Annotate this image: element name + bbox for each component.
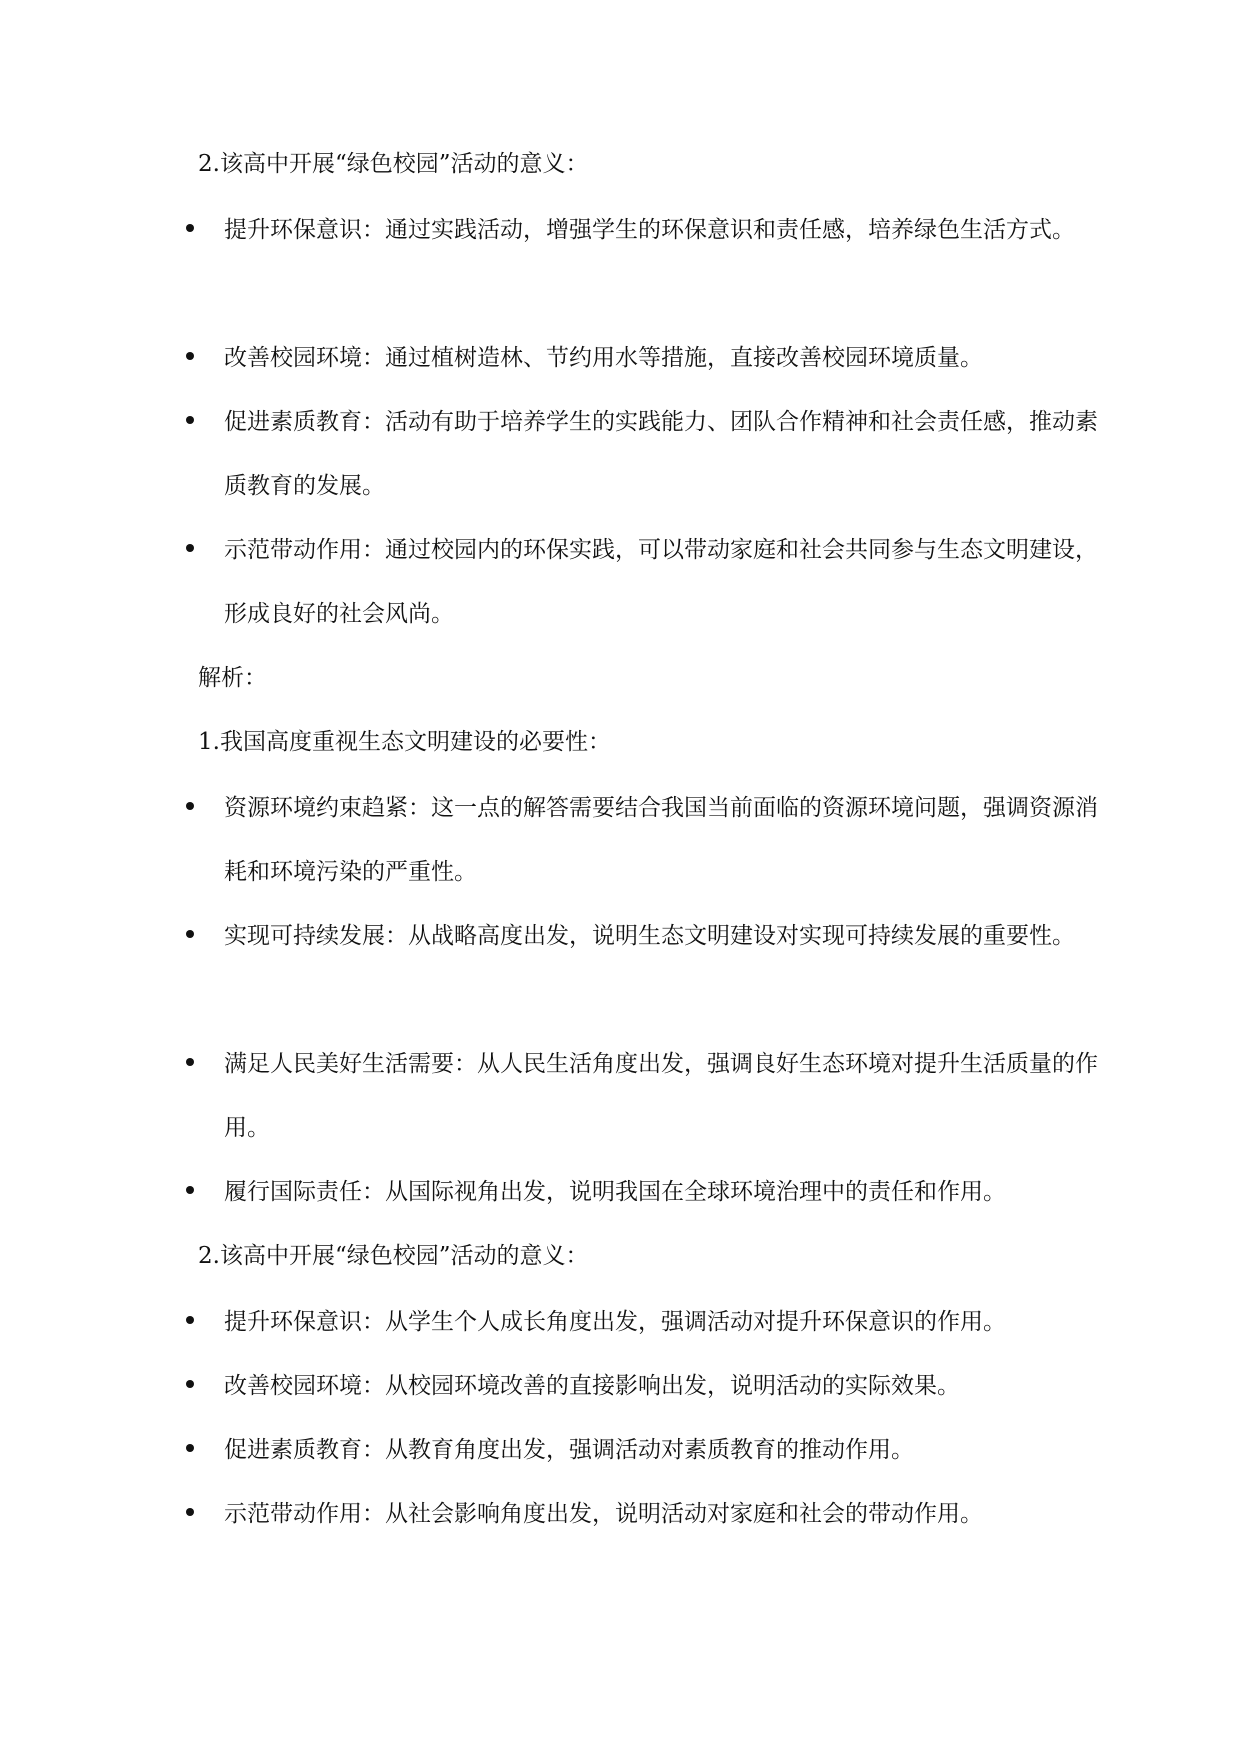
list-item-text: 提升环保意识：从学生个人成长角度出发，强调活动对提升环保意识的作用。: [224, 1309, 1006, 1335]
bullet-icon: [186, 802, 194, 810]
list-item-text: 改善校园环境：通过植树造林、节约用水等措施，直接改善校园环境质量。: [224, 345, 983, 371]
list-item-text: 满足人民美好生活需要：从人民生活角度出发，强调良好生态环境对提升生活质量的作用。: [224, 1051, 1098, 1141]
bullet-icon: [186, 1380, 194, 1388]
bullet-icon: [186, 1444, 194, 1452]
bullet-icon: [186, 930, 194, 938]
list-item-text: 促进素质教育：活动有助于培养学生的实践能力、团队合作精神和社会责任感，推动素质教育的发展。: [224, 409, 1098, 499]
list-item-text: 促进素质教育：从教育角度出发，强调活动对素质教育的推动作用。: [224, 1437, 914, 1463]
list-item-text: 实现可持续发展：从战略高度出发，说明生态文明建设对实现可持续发展的重要性。: [224, 923, 1075, 949]
section-heading: 2.该高中开展“绿色校园”活动的意义：: [198, 1243, 589, 1269]
bullet-icon: [186, 1316, 194, 1324]
bullet-icon: [186, 352, 194, 360]
bullet-icon: [186, 224, 194, 232]
list-item-text: 资源环境约束趋紧：这一点的解答需要结合我国当前面临的资源环境问题，强调资源消耗和环境污染的严重性。: [224, 795, 1098, 885]
section-heading: 2.该高中开展“绿色校园”活动的意义：: [198, 151, 589, 177]
bullet-icon: [186, 1508, 194, 1516]
bullet-icon: [186, 1186, 194, 1194]
bullet-icon: [186, 1058, 194, 1066]
section-heading: 1.我国高度重视生态文明建设的必要性：: [198, 729, 611, 755]
analysis-label: 解析：: [198, 665, 267, 691]
bullet-icon: [186, 416, 194, 424]
bullet-icon: [186, 544, 194, 552]
list-item-text: 示范带动作用：通过校园内的环保实践，可以带动家庭和社会共同参与生态文明建设，形成良好的社会风尚。: [224, 537, 1098, 627]
list-item-text: 示范带动作用：从社会影响角度出发，说明活动对家庭和社会的带动作用。: [224, 1501, 983, 1527]
list-item-text: 提升环保意识：通过实践活动，增强学生的环保意识和责任感，培养绿色生活方式。: [224, 217, 1075, 243]
list-item-text: 履行国际责任：从国际视角出发，说明我国在全球环境治理中的责任和作用。: [224, 1179, 1006, 1205]
list-item-text: 改善校园环境：从校园环境改善的直接影响出发，说明活动的实际效果。: [224, 1373, 960, 1399]
